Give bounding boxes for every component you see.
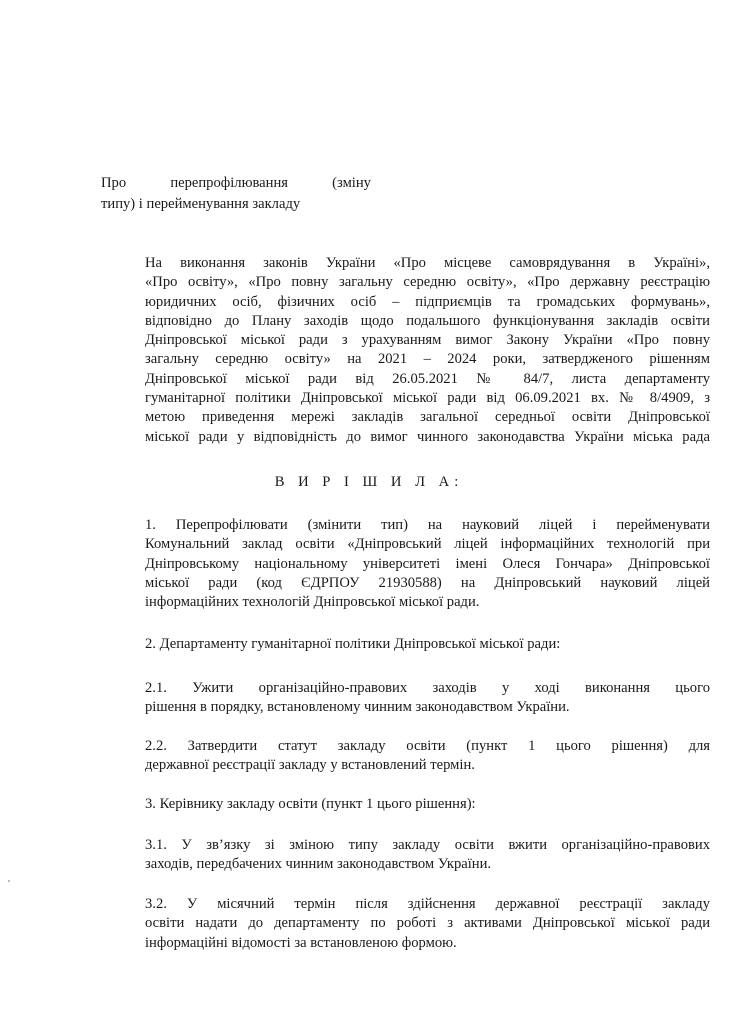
text-line: «Про освіту», «Про повну загальну середню освіту», «Про державну реєстрацію [145, 274, 710, 291]
text-line: освіти надати до департаменту по роботі з активами Дніпровської міської ради [145, 915, 710, 932]
text-line: 2.1. Ужити організаційно-правових заходів у ході виконання цього [145, 680, 710, 696]
text-line: 2. Департаменту гуманітарної політики Дніпровської міської ради: [145, 636, 561, 652]
text-line: державної реєстрації закладу у встановлений термін. [145, 757, 475, 774]
text-line: інформаційних технологій Дніпровської міської ради. [145, 594, 480, 611]
text-line: Дніпровської міської ради від 26.05.2021 № 84/7, листа департаменту [145, 370, 710, 387]
title-word: перепрофілювання [170, 175, 288, 191]
decision-heading: В И Р І Ш И Л А: [274, 474, 464, 490]
text-line: метою приведення мережі закладів загальної середньої освіти Дніпровської [145, 409, 710, 426]
text-line: 3. Керівнику закладу освіти (пункт 1 цього рішення): [145, 796, 476, 812]
preamble-paragraph [100, 254, 710, 447]
text-line: Комунальний заклад освіти «Дніпровський ліцей інформаційних технологій при [145, 536, 710, 553]
title-line-2: типу) і перейменування закладу [101, 196, 301, 212]
text-line: рішення в порядку, встановленому чинним законодавством України. [145, 699, 570, 716]
item-1 [100, 516, 710, 612]
item-3-1 [100, 836, 710, 875]
item-2 [100, 635, 710, 654]
text-line: заходів, передбачених чинним законодавством України. [145, 856, 492, 873]
text-line: гуманітарної політики Дніпровської міської ради від 06.09.2021 вх. № 8/4909, з [145, 390, 710, 407]
text-line: Дніпровської міської ради з урахуванням вимог Закону України «Про повну [145, 332, 710, 349]
text-line: 3.1. У зв’язку зі зміною типу закладу освіти вжити організаційно-правових [145, 837, 710, 853]
title-word: Про [101, 175, 127, 191]
text-line: На виконання законів України «Про місцеве самоврядування в Україні», [145, 255, 710, 271]
text-line: міської ради у відповідність до вимог чинного законодавства України міська рада [145, 428, 710, 445]
document-title [101, 173, 371, 215]
text-line: інформаційні відомості за встановленою формою. [145, 934, 457, 951]
title-word: (зміну [332, 175, 371, 191]
text-line: міської ради (код ЄДРПОУ 21930588) на Дніпровський науковий ліцей [145, 574, 710, 591]
text-line: Дніпровському національному університеті імені Олеся Гончара» Дніпровської [145, 555, 710, 572]
text-line: загальну середню освіту» на 2021 – 2024 роки, затвердженого рішенням [145, 351, 710, 368]
text-line: 1. Перепрофілювати (змінити тип) на науковий ліцей і перейменувати [145, 517, 710, 533]
text-line: відповідно до Плану заходів щодо подальшого функціонування закладів освіти [145, 312, 710, 329]
text-line: юридичних осіб, фізичних осіб – підприємців та громадських формувань», [145, 293, 710, 310]
text-line: 2.2. Затвердити статут закладу освіти (пункт 1 цього рішення) для [145, 738, 710, 754]
scan-speck [8, 880, 10, 882]
item-2-2 [100, 737, 710, 776]
item-2-1 [100, 679, 710, 718]
item-3-2 [100, 895, 710, 953]
title-line-1 [101, 173, 371, 194]
item-3 [100, 795, 710, 814]
text-line: 3.2. У місячний термін після здійснення державної реєстрації закладу [145, 896, 710, 912]
